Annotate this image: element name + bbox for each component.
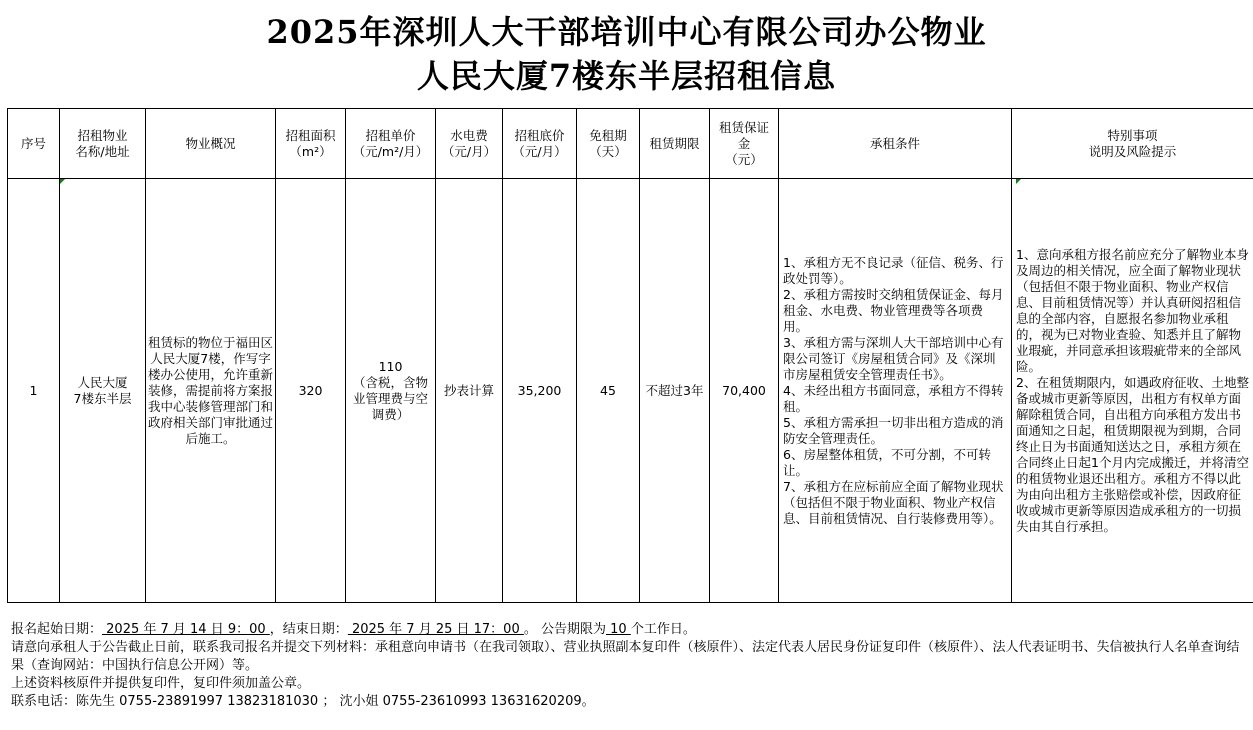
cell-name[interactable]: 人民大厦 7楼东半层 xyxy=(60,179,146,603)
header-conditions: 承租条件 xyxy=(779,109,1012,179)
table-header-row xyxy=(8,109,1253,179)
listing-table xyxy=(7,108,1253,603)
title-line-2: 人民大厦7楼东半层招租信息 xyxy=(416,57,837,95)
header-no: 序号 xyxy=(8,109,60,179)
footer-notice xyxy=(11,621,1247,711)
footer-copies-note: 上述资料核原件并提供复印件，复印件须加盖公章。 xyxy=(11,676,311,691)
header-free-period: 免租期 （天） xyxy=(577,109,640,179)
comment-marker-icon xyxy=(60,179,65,184)
cell-notes[interactable]: 1、意向承租方报名前应充分了解物业本身及周边的相关情况，应全面了解物业现状（包括但不限于物业面积、物业产权信息、目前租赁情况等）并认真研阅招租信息的全部内容，自愿报名参加物业承租的，视为已对物业查验、知悉并且了解物业瑕疵，并同意承担该瑕疵带来的全部风险。 2、在租赁期限内，如遇政府征收、土地整备或城市更新等原因，出租方有权单方面解除租赁合同，自出租方向承租方发出书面通知之日起，租赁期限视为到期，合同终止日为书面通知送达之日，承租方须在合同终止日起1个月内完成搬迁，并将清空的租赁物业退还出租方。承租方不得以此为由向出租方主张赔偿或补偿，因政府征收或城市更新等原因造成承租方的一切损失由其自行承担。 xyxy=(1012,179,1253,603)
comment-marker-icon xyxy=(1016,179,1021,184)
header-name: 招租物业 名称/地址 xyxy=(60,109,146,179)
header-area: 招租面积 （m²） xyxy=(276,109,346,179)
end-date: 2025 年 7 月 25 日 17：00 xyxy=(347,622,524,637)
cell-lease-term[interactable]: 不超过3年 xyxy=(640,179,710,603)
cell-no[interactable]: 1 xyxy=(8,179,60,603)
cell-free-period[interactable]: 45 xyxy=(577,179,640,603)
cell-unit-price[interactable]: 110 （含税，含物业管理费与空调费） xyxy=(346,179,436,603)
header-base-price: 招租底价 （元/月） xyxy=(503,109,577,179)
header-lease-term: 租赁期限 xyxy=(640,109,710,179)
cell-deposit[interactable]: 70,400 xyxy=(710,179,779,603)
header-notes: 特别事项 说明及风险提示 xyxy=(1012,109,1253,179)
cell-overview[interactable]: 租赁标的物位于福田区人民大厦7楼，作写字楼办公使用，允许重新装修，需提前将方案报我中心装修管理部门和政府相关部门审批通过后施工。 xyxy=(146,179,276,603)
footer-contact: 联系电话：陈先生 0755-23891997 13823181030 ； 沈小姐 0755-23610993 13631620209。 xyxy=(11,694,595,709)
cell-utilities[interactable]: 抄表计算 xyxy=(436,179,503,603)
page-title xyxy=(0,10,1253,98)
header-unit-price: 招租单价 （元/m²/月） xyxy=(346,109,436,179)
footer-registration-dates: 报名起始日期： 2025 年 7 月 14 日 9：00 ，结束日期： 2025 年 7 月 25 日 17：00 。 公告期限为 10 个工作日。 xyxy=(11,622,696,637)
start-date: 2025 年 7 月 14 日 9：00 xyxy=(102,622,270,637)
notice-days: 10 xyxy=(606,622,631,637)
header-overview: 物业概况 xyxy=(146,109,276,179)
cell-conditions[interactable]: 1、承租方无不良记录（征信、税务、行政处罚等）。 2、承租方需按时交纳租赁保证金、每月租金、水电费、物业管理费等各项费用。 3、承租方需与深圳人大干部培训中心有限公司签订《房屋租赁合同》及《深圳市房屋租赁安全管理责任书》。 4、未经出租方书面同意，承租方不得转租。 5、承租方需承担一切非出租方造成的消防安全管理责任。 6、房屋整体租赁，不可分割，不可转让。 7、承租方在应标前应全面了解物业现状（包括但不限于物业面积、物业产权信息、目前租赁情况、自行装修费用等）。 xyxy=(779,179,1012,603)
title-line-1: 2025年深圳人大干部培训中心有限公司办公物业 xyxy=(266,13,987,51)
footer-materials: 请意向承租人于公告截止日前，联系我司报名并提交下列材料：承租意向申请书（在我司领取）、营业执照副本复印件（核原件）、法定代表人居民身份证复印件（核原件）、法人代表证明书、失信被执行人名单查询结果（查询网站：中国执行信息公开网）等。 xyxy=(11,640,1240,673)
table-row xyxy=(8,179,1253,603)
cell-area[interactable]: 320 xyxy=(276,179,346,603)
cell-base-price[interactable]: 35,200 xyxy=(503,179,577,603)
header-utilities: 水电费 （元/月） xyxy=(436,109,503,179)
header-deposit: 租赁保证 金 （元） xyxy=(710,109,779,179)
